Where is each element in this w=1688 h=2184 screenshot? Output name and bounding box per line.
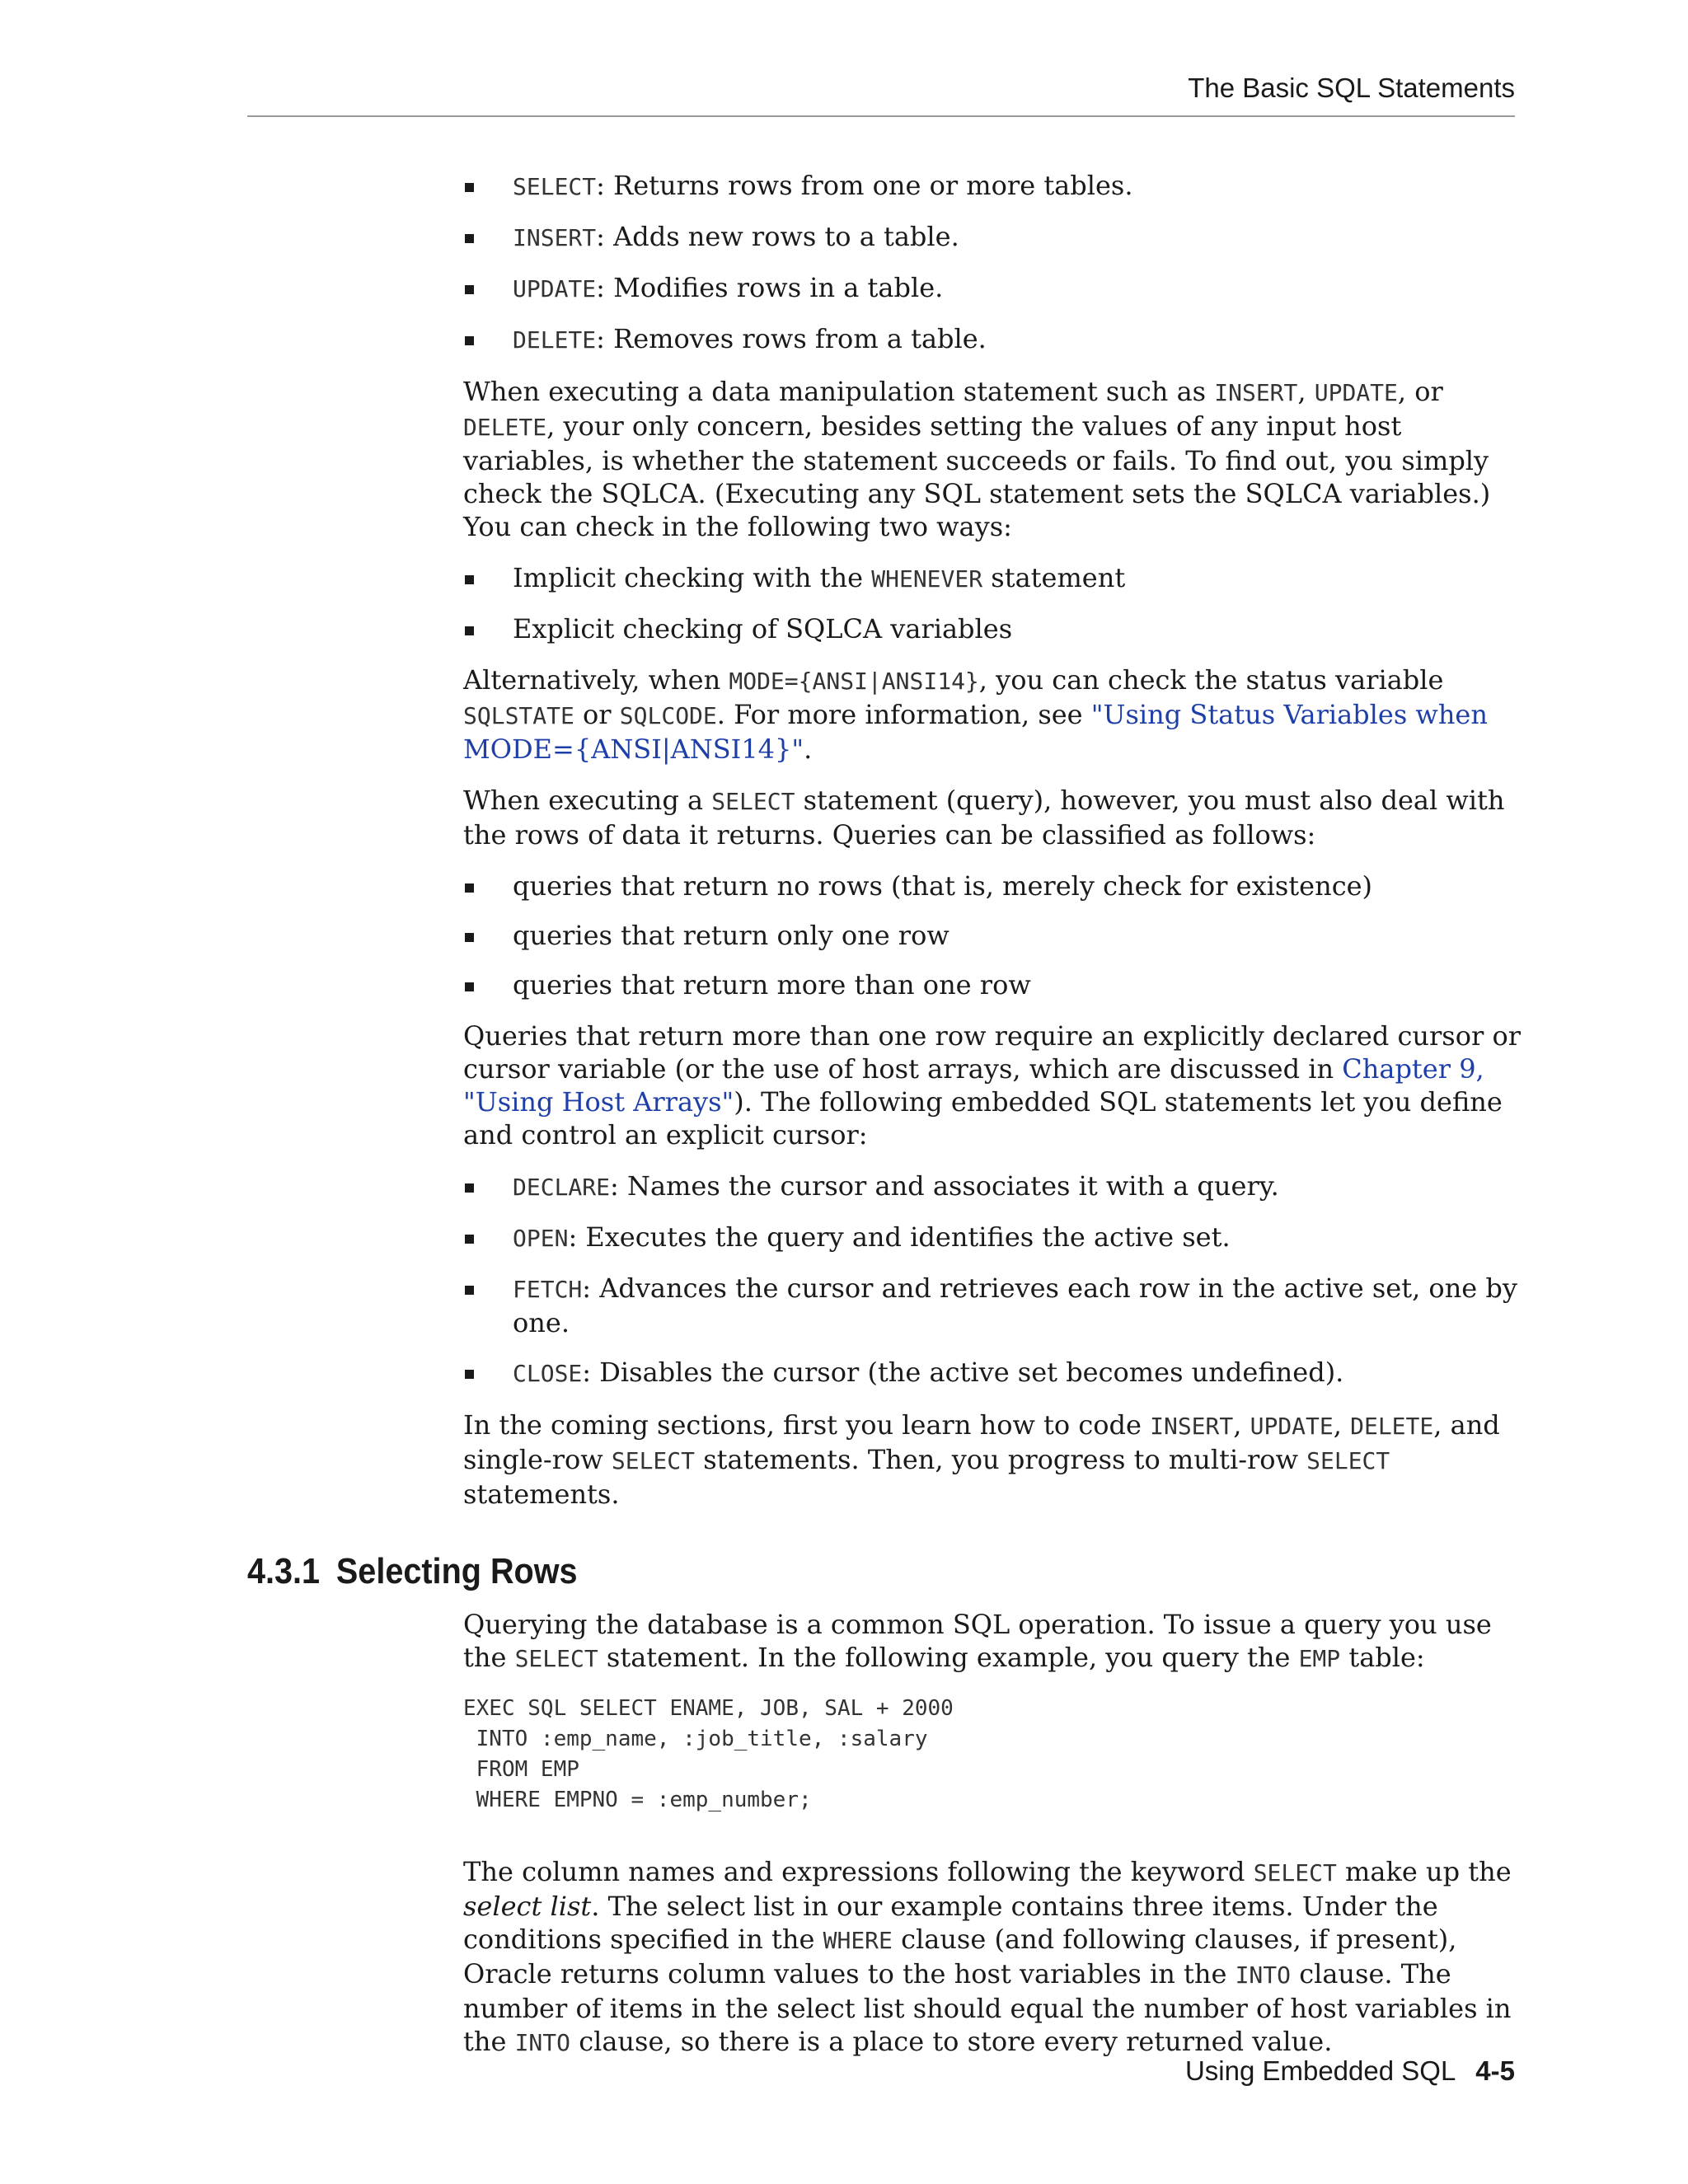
code-term: SELECT [1306,1447,1390,1474]
text: statements. [463,1479,620,1510]
text: When executing a [463,785,712,816]
text: Querying the database is a common SQL operation. To issue a query you use the [463,1609,1492,1673]
code-term: INTO [514,2029,571,2056]
list-item: queries that return only one row [463,919,1526,952]
paragraph-cursors [463,1019,1526,1151]
list-item [463,220,1526,255]
code-term: UPDATE [1314,379,1398,406]
text: statement (query), however, you must also deal with the rows of data it returns. Queries can be classified as follows: [463,785,1505,851]
section-number: 4.3.1 [247,1551,321,1591]
list-item: queries that return more than one row [463,968,1526,1001]
text: , your only concern, besides setting the values of any input host variables, is whether the statement succeeds or fails. To find out, you simply check the SQLCA. (Executing any SQL statement sets the SQLCA variables.) You can check in the following two ways: [463,410,1491,542]
code-term: SQLSTATE [463,702,574,729]
code-term: SELECT [611,1447,696,1474]
item-text: : Names the cursor and associates it with a query. [610,1170,1279,1202]
text: The column names and expressions following the keyword [463,1856,1254,1887]
checking-list [463,561,1526,645]
paragraph-select-list [463,1855,1526,2060]
text: , or [1397,376,1443,407]
status-variables-link[interactable]: "Using Status Variables when MODE={ANSI|ANSI14}" [463,699,1488,765]
cursor-statement-list [463,1169,1526,1390]
paragraph-query-intro [463,1608,1526,1675]
code-term: INTO [1235,1961,1292,1989]
code-term: SELECT [514,1645,598,1672]
code-term: INSERT [1214,379,1298,406]
text: Implicit checking with the [513,562,872,593]
code-term: UPDATE [1250,1413,1334,1440]
text: statement [982,562,1126,593]
emphasized-term: select list [463,1891,592,1922]
header-rule [247,115,1515,117]
paragraph-select-queries [463,784,1526,851]
code-term: DECLARE [513,1174,611,1201]
footer-chapter: Using Embedded SQL [1184,2055,1456,2086]
section-heading [247,1550,1399,1593]
code-term: CLOSE [513,1360,583,1387]
list-item [463,1169,1526,1204]
text: , you can check the status variable [978,664,1444,696]
code-term: INSERT [1150,1413,1234,1440]
text: ). The following embedded SQL statements let you define and control an explicit cursor: [463,1086,1503,1151]
item-text: : Modifies rows in a table. [596,272,944,303]
list-item [463,271,1526,306]
code-term: SELECT [513,173,597,200]
text: , [1333,1409,1351,1441]
code-term: SELECT [1253,1859,1337,1886]
text: make up the [1336,1856,1512,1887]
item-text: : Returns rows from one or more tables. [596,170,1133,201]
code-term: FETCH [513,1276,583,1303]
text: statements. Then, you progress to multi-row [695,1444,1307,1475]
page-number: 4-5 [1475,2055,1515,2086]
text: Queries that return more than one row require an explicitly declared cursor or cursor variable (or the use of host arrays, which are discussed in [463,1020,1522,1085]
text: In the coming sections, first you learn how to code [463,1409,1151,1441]
text: . The select list in our example contains three items. Under the conditions specified in the [463,1891,1438,1955]
code-term: MODE={ANSI|ANSI14} [729,668,979,695]
item-text: : Disables the cursor (the active set becomes undefined). [582,1357,1344,1388]
text: clause (and following clauses, if present), Oracle returns column values to the host variables in the [463,1924,1457,1990]
list-item: queries that return no rows (that is, merely check for existence) [463,869,1526,902]
running-header: The Basic SQL Statements [1188,73,1515,103]
list-item [463,169,1526,204]
list-item [463,612,1526,645]
text: clause. The number of items in the select list should equal the number of host variables in the [463,1958,1512,2057]
list-item [463,1272,1526,1339]
text: , and single-row [463,1409,1500,1475]
code-term: WHENEVER [871,565,983,593]
code-term: DELETE [463,414,547,441]
list-item [463,561,1526,596]
text: clause, so there is a place to store every returned value. [570,2026,1333,2057]
text: table: [1340,1642,1425,1673]
text: , [1297,376,1315,407]
code-term: SELECT [711,788,795,815]
text: Explicit checking of SQLCA variables [513,613,1013,644]
code-term: SQLCODE [619,702,717,729]
text: . For more information, see [716,699,1091,730]
dml-statement-list [463,169,1526,357]
code-term: INSERT [513,224,597,251]
paragraph-coming-sections [463,1408,1526,1511]
list-item [463,1356,1526,1390]
page-footer [247,2055,1515,2087]
paragraph-status-variables [463,663,1526,766]
item-text: : Executes the query and identifies the active set. [568,1221,1231,1253]
code-example: EXEC SQL SELECT ENAME, JOB, SAL + 2000 INTO :emp_name, :job_title, :salary FROM EMP WHERE EMPNO = :emp_number; [463,1696,954,1812]
code-term: WHERE [823,1927,893,1954]
query-type-list [463,869,1526,1001]
code-term: UPDATE [513,275,597,302]
section-title: Selecting Rows [335,1551,578,1591]
page-content [247,169,1526,2078]
code-term: DELETE [1350,1413,1434,1440]
text: When executing a data manipulation statement such as [463,376,1215,407]
paragraph-dml-checking [463,375,1526,543]
code-term: DELETE [513,326,597,354]
text: or [574,699,620,730]
list-item [463,322,1526,357]
text: . [804,733,813,765]
text: statement. In the following example, you query the [598,1642,1299,1673]
host-arrays-link[interactable]: Chapter 9, "Using Host Arrays" [463,1053,1484,1118]
code-term: EMP [1298,1645,1341,1672]
item-text: : Removes rows from a table. [596,323,987,354]
code-term: OPEN [513,1225,569,1252]
text: , [1233,1409,1250,1441]
list-item [463,1221,1526,1255]
item-text: : Adds new rows to a table. [596,221,959,252]
text: Alternatively, when [463,664,729,696]
item-text: : Advances the cursor and retrieves each row in the active set, one by one. [513,1272,1517,1338]
